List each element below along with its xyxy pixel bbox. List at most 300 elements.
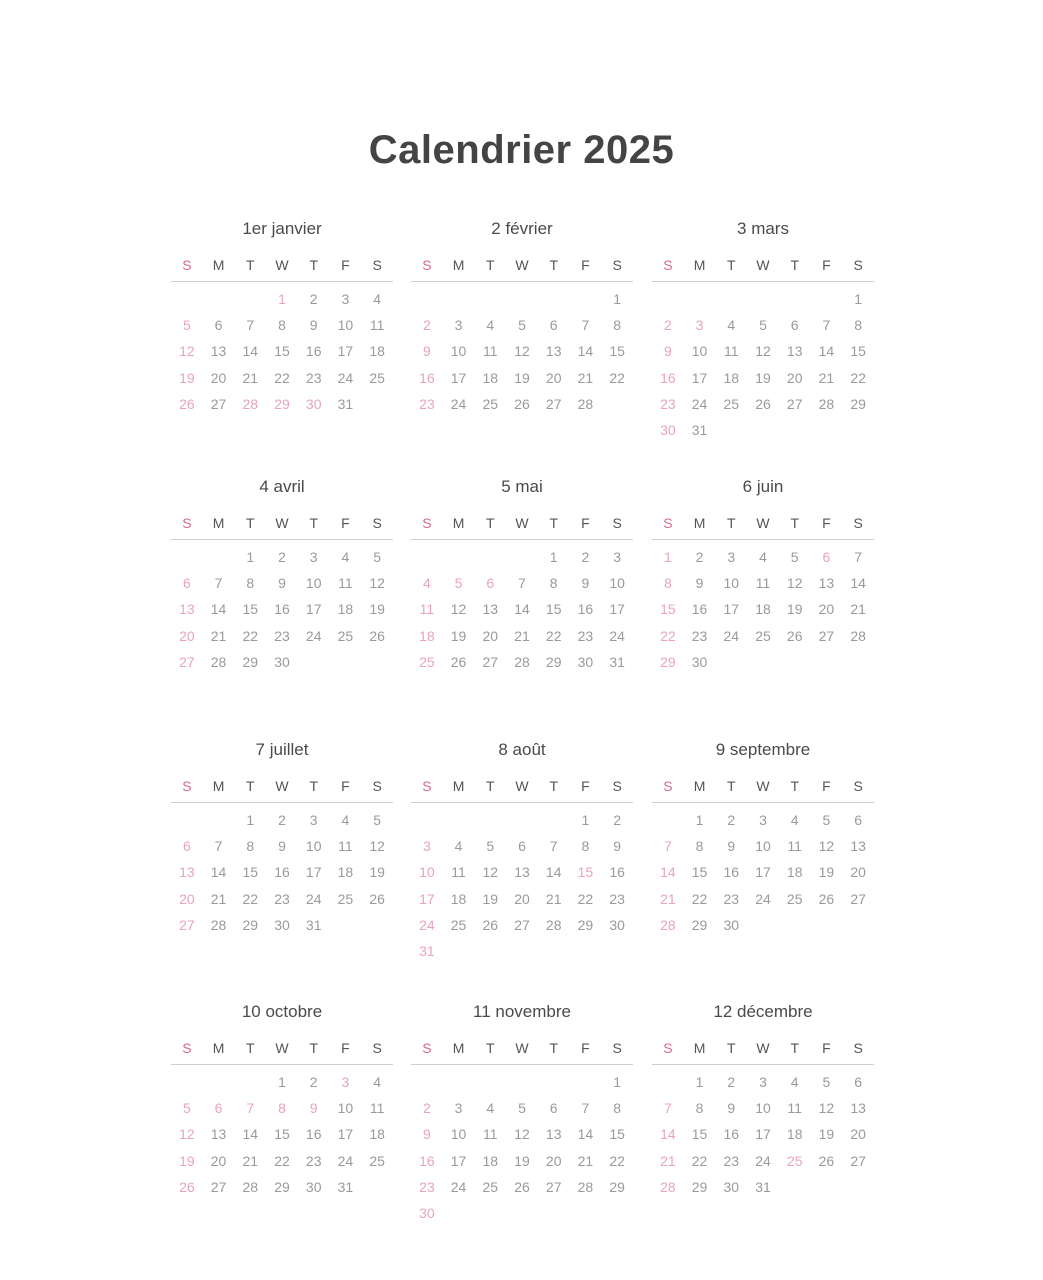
day-cell: 1	[246, 812, 255, 828]
weekday-label: S	[853, 515, 863, 531]
day-cell: 8	[246, 838, 255, 855]
day-cell: 26	[369, 627, 385, 644]
day-cell: 2	[422, 1100, 431, 1117]
day-cell: 18	[369, 343, 385, 360]
day-cell: 10	[609, 575, 625, 592]
day-cell: 8	[695, 838, 704, 855]
month-name: 4 avril	[259, 477, 305, 496]
day-cell: 5	[822, 812, 831, 828]
month-block	[652, 214, 874, 443]
day-cell: 6	[182, 575, 191, 592]
day-cell: 31	[337, 1178, 354, 1195]
day-empty	[171, 807, 203, 833]
day-cell: 4	[373, 1074, 382, 1090]
day-cell: 18	[723, 369, 740, 386]
day-cell: 8	[613, 317, 622, 334]
day-cell: 22	[850, 369, 866, 386]
weekday-label: S	[422, 778, 432, 794]
day-cell: 24	[450, 395, 467, 412]
day-cell: 20	[786, 369, 803, 386]
day-cell: 12	[179, 1126, 195, 1143]
day-cell: 25	[482, 395, 499, 412]
day-cell: 11	[724, 343, 739, 360]
day-cell: 26	[755, 395, 771, 412]
day-cell: 21	[210, 890, 227, 907]
weekday-label: T	[486, 257, 495, 273]
weekday-label: W	[515, 257, 529, 273]
day-cell: 3	[341, 291, 350, 307]
weekday-label: M	[212, 1040, 225, 1056]
day-cell: 12	[369, 575, 385, 592]
day-cell: 9	[422, 1126, 431, 1143]
day-cell: 13	[482, 601, 499, 618]
weekday-label: W	[515, 515, 529, 531]
day-empty	[506, 286, 538, 312]
day-cell: 17	[609, 601, 625, 618]
day-empty	[570, 286, 602, 312]
day-cell: 30	[274, 916, 290, 933]
day-empty	[506, 807, 538, 833]
day-cell: 2	[422, 317, 431, 334]
day-cell: 21	[514, 627, 530, 644]
day-cell: 1	[663, 549, 672, 565]
weekday-label: T	[486, 515, 495, 531]
day-cell: 5	[518, 317, 526, 334]
day-cell: 22	[691, 1152, 708, 1169]
day-cell: 30	[419, 1204, 435, 1221]
day-empty	[747, 286, 779, 312]
day-cell: 3	[309, 812, 318, 828]
day-cell: 26	[818, 1152, 835, 1169]
weekday-label: S	[372, 515, 382, 531]
day-cell: 27	[850, 890, 866, 907]
day-cell: 11	[419, 601, 435, 618]
day-cell: 18	[786, 864, 803, 881]
day-cell: 29	[242, 653, 259, 670]
day-cell: 5	[759, 317, 767, 334]
day-cell: 11	[338, 838, 353, 855]
weekday-label: S	[612, 778, 622, 794]
day-cell: 16	[723, 1126, 740, 1143]
day-cell: 12	[179, 343, 195, 360]
day-cell: 18	[419, 627, 435, 644]
day-cell: 10	[755, 838, 771, 855]
day-cell: 16	[305, 1126, 322, 1143]
day-cell: 21	[242, 1152, 259, 1169]
day-cell: 11	[338, 575, 353, 592]
day-cell: 22	[691, 890, 708, 907]
day-cell: 19	[450, 627, 467, 644]
day-cell: 31	[691, 421, 708, 438]
day-cell: 26	[369, 890, 385, 907]
day-empty	[652, 286, 684, 312]
day-cell: 1	[549, 549, 558, 565]
day-cell: 17	[450, 369, 467, 386]
day-cell: 13	[210, 343, 227, 360]
day-cell: 15	[242, 601, 259, 618]
month-block	[171, 472, 393, 675]
weekday-label: M	[212, 515, 225, 531]
day-cell: 3	[613, 549, 622, 565]
day-cell: 16	[609, 864, 625, 881]
day-cell: 7	[214, 575, 223, 592]
day-empty	[538, 807, 570, 833]
day-cell: 12	[755, 343, 771, 360]
day-cell: 29	[660, 653, 676, 670]
weekday-label: S	[422, 1040, 432, 1056]
day-empty	[538, 286, 570, 312]
day-cell: 2	[727, 812, 736, 828]
day-cell: 8	[246, 575, 255, 592]
day-cell: 4	[486, 1100, 495, 1117]
weekday-label: W	[756, 257, 770, 273]
weekday-label: T	[309, 257, 319, 273]
day-cell: 15	[660, 601, 676, 618]
day-cell: 12	[818, 838, 835, 855]
weekday-header	[171, 1038, 393, 1065]
day-cell: 15	[691, 864, 708, 881]
day-cell: 17	[305, 601, 322, 618]
day-cell: 10	[723, 575, 740, 592]
weekday-header	[411, 255, 633, 282]
day-cell: 29	[274, 1178, 290, 1195]
day-cell: 10	[337, 317, 354, 334]
weekday-label: M	[693, 778, 706, 794]
weekday-label: F	[822, 1040, 831, 1056]
day-empty	[171, 1069, 203, 1095]
day-cell: 8	[613, 1100, 622, 1117]
day-cell: 6	[518, 838, 526, 855]
day-cell: 3	[454, 317, 463, 334]
weekday-label: M	[212, 257, 225, 273]
day-cell: 25	[419, 653, 435, 670]
day-cell: 1	[278, 1074, 286, 1090]
day-cell: 3	[341, 1074, 350, 1090]
day-cell: 2	[581, 549, 590, 565]
day-cell: 3	[727, 549, 736, 565]
day-cell: 22	[274, 369, 290, 386]
day-cell: 29	[691, 1178, 708, 1195]
day-cell: 4	[422, 575, 431, 592]
month-block	[411, 214, 633, 417]
month-block	[411, 735, 633, 964]
day-cell: 7	[663, 1100, 672, 1117]
day-empty	[443, 544, 475, 570]
day-cell: 25	[723, 395, 740, 412]
day-cell: 13	[850, 838, 866, 855]
weekday-label: S	[372, 778, 382, 794]
day-cell: 11	[483, 1126, 498, 1143]
weekday-label: S	[663, 257, 673, 273]
month-block	[652, 997, 874, 1200]
day-cell: 26	[818, 890, 835, 907]
day-cell: 7	[214, 838, 223, 855]
day-empty	[443, 807, 475, 833]
weekday-label: T	[309, 515, 319, 531]
day-cell: 2	[727, 1074, 736, 1090]
day-cell: 20	[850, 864, 866, 881]
weekday-label: T	[790, 515, 800, 531]
day-cell: 9	[695, 575, 704, 592]
weekday-label: T	[246, 1040, 255, 1056]
day-cell: 23	[305, 369, 322, 386]
day-cell: 14	[514, 601, 530, 618]
day-cell: 11	[369, 1100, 385, 1117]
weekday-header	[652, 513, 874, 540]
day-cell: 23	[274, 627, 290, 644]
weekday-label: S	[372, 257, 382, 273]
weekday-label: T	[549, 1040, 559, 1056]
day-cell: 3	[759, 1074, 767, 1090]
weekday-label: F	[341, 257, 350, 273]
day-cell: 28	[660, 1178, 676, 1195]
day-cell: 27	[210, 395, 227, 412]
day-empty	[715, 286, 747, 312]
day-cell: 26	[482, 916, 499, 933]
day-cell: 20	[545, 1152, 562, 1169]
day-cell: 20	[210, 1152, 227, 1169]
day-cell: 1	[613, 1074, 622, 1090]
day-cell: 13	[545, 343, 562, 360]
day-cell: 9	[727, 1100, 736, 1117]
day-empty	[203, 286, 235, 312]
page-title: Calendrier 2025	[368, 128, 675, 172]
day-cell: 28	[577, 1178, 594, 1195]
month-block	[652, 472, 874, 675]
weekday-label: T	[549, 257, 559, 273]
weekday-label: F	[581, 515, 590, 531]
day-cell: 5	[182, 317, 191, 334]
day-cell: 30	[723, 1178, 740, 1195]
day-cell: 27	[850, 1152, 866, 1169]
day-empty	[171, 286, 203, 312]
day-cell: 14	[818, 343, 835, 360]
day-cell: 11	[451, 864, 466, 881]
day-cell: 19	[514, 369, 530, 386]
weekday-header	[171, 255, 393, 282]
weekday-label: W	[515, 1040, 529, 1056]
day-empty	[443, 286, 475, 312]
day-cell: 8	[854, 317, 863, 334]
day-cell: 26	[786, 627, 803, 644]
day-cell: 26	[514, 1178, 530, 1195]
day-cell: 16	[419, 369, 435, 386]
day-cell: 27	[179, 653, 195, 670]
day-cell: 18	[337, 601, 354, 618]
day-cell: 24	[755, 890, 771, 907]
weekday-label: M	[452, 778, 465, 794]
day-cell: 16	[723, 864, 740, 881]
weekday-label: M	[452, 515, 465, 531]
day-cell: 21	[210, 627, 227, 644]
day-cell: 29	[850, 395, 866, 412]
weekday-label: T	[486, 1040, 495, 1056]
weekday-label: F	[341, 1040, 350, 1056]
day-cell: 9	[309, 1100, 318, 1117]
day-cell: 25	[337, 890, 354, 907]
day-cell: 7	[822, 317, 831, 334]
day-empty	[652, 807, 684, 833]
day-cell: 25	[337, 627, 354, 644]
weekday-label: T	[246, 778, 255, 794]
day-cell: 28	[514, 653, 530, 670]
day-cell: 9	[663, 343, 672, 360]
day-cell: 11	[787, 1100, 802, 1117]
day-cell: 29	[577, 916, 594, 933]
day-cell: 19	[369, 864, 385, 881]
month-block	[171, 997, 393, 1200]
day-empty	[411, 544, 443, 570]
day-cell: 27	[179, 916, 195, 933]
day-cell: 23	[660, 395, 676, 412]
day-cell: 17	[305, 864, 322, 881]
day-cell: 23	[419, 1178, 435, 1195]
day-cell: 21	[242, 369, 259, 386]
day-cell: 4	[790, 1074, 799, 1090]
day-cell: 12	[482, 864, 499, 881]
weekday-label: S	[853, 257, 863, 273]
day-cell: 10	[691, 343, 708, 360]
day-cell: 25	[482, 1178, 499, 1195]
day-cell: 4	[373, 291, 382, 307]
day-cell: 24	[337, 1152, 354, 1169]
day-cell: 21	[577, 1152, 594, 1169]
weekday-label: F	[581, 778, 590, 794]
day-cell: 2	[278, 812, 286, 828]
weekday-label: S	[182, 1040, 192, 1056]
day-empty	[234, 286, 266, 312]
month-block	[411, 997, 633, 1226]
weekday-label: S	[182, 515, 192, 531]
day-cell: 10	[450, 1126, 467, 1143]
day-cell: 28	[210, 653, 227, 670]
weekday-label: F	[581, 1040, 590, 1056]
day-cell: 21	[818, 369, 835, 386]
day-cell: 30	[305, 395, 322, 412]
weekday-label: T	[309, 778, 319, 794]
day-cell: 13	[850, 1100, 866, 1117]
day-cell: 17	[419, 890, 435, 907]
month-block	[171, 214, 393, 417]
day-empty	[779, 286, 811, 312]
weekday-label: F	[341, 515, 350, 531]
weekday-label: T	[246, 257, 255, 273]
day-cell: 27	[818, 627, 835, 644]
day-cell: 31	[609, 653, 625, 670]
day-cell: 15	[609, 1126, 625, 1143]
day-cell: 20	[482, 627, 499, 644]
day-cell: 22	[660, 627, 676, 644]
day-cell: 20	[818, 601, 835, 618]
day-cell: 27	[210, 1178, 227, 1195]
day-cell: 5	[373, 549, 382, 565]
day-cell: 22	[545, 627, 562, 644]
day-cell: 3	[454, 1100, 463, 1117]
weekday-label: S	[182, 257, 192, 273]
day-cell: 7	[581, 317, 590, 334]
day-cell: 6	[854, 1074, 863, 1090]
day-grid	[171, 807, 393, 938]
weekday-label: T	[246, 515, 255, 531]
day-cell: 10	[450, 343, 467, 360]
day-cell: 19	[755, 369, 771, 386]
day-cell: 16	[691, 601, 708, 618]
day-cell: 24	[305, 890, 322, 907]
day-cell: 6	[214, 317, 223, 334]
day-cell: 29	[691, 916, 708, 933]
weekday-header	[171, 776, 393, 803]
day-cell: 24	[305, 627, 322, 644]
day-cell: 4	[759, 549, 767, 565]
day-cell: 6	[214, 1100, 223, 1117]
weekday-label: W	[275, 1040, 289, 1056]
day-cell: 4	[486, 317, 495, 334]
day-cell: 28	[242, 1178, 259, 1195]
day-cell: 19	[482, 890, 499, 907]
day-cell: 8	[549, 575, 558, 592]
day-cell: 30	[577, 653, 594, 670]
day-cell: 14	[242, 1126, 259, 1143]
day-cell: 19	[179, 1152, 195, 1169]
day-cell: 4	[341, 549, 350, 565]
day-grid	[171, 1069, 393, 1200]
day-cell: 9	[581, 575, 590, 592]
day-cell: 21	[660, 1152, 676, 1169]
day-grid	[411, 1069, 633, 1226]
day-empty	[570, 1069, 602, 1095]
day-cell: 23	[274, 890, 290, 907]
weekday-header	[652, 255, 874, 282]
day-cell: 9	[278, 575, 286, 592]
day-empty	[474, 1069, 506, 1095]
day-cell: 22	[609, 1152, 625, 1169]
weekday-label: F	[822, 257, 831, 273]
day-cell: 1	[854, 291, 863, 307]
day-cell: 23	[305, 1152, 322, 1169]
day-cell: 23	[691, 627, 708, 644]
weekday-header	[652, 776, 874, 803]
weekday-label: T	[309, 1040, 319, 1056]
weekday-label: S	[182, 778, 192, 794]
day-cell: 18	[482, 369, 499, 386]
month-block	[171, 735, 393, 938]
day-cell: 21	[850, 601, 866, 618]
weekday-label: S	[853, 1040, 863, 1056]
day-cell: 13	[818, 575, 835, 592]
day-cell: 9	[727, 838, 736, 855]
day-cell: 14	[577, 343, 594, 360]
day-cell: 28	[818, 395, 835, 412]
day-cell: 6	[182, 838, 191, 855]
day-cell: 8	[663, 575, 672, 592]
weekday-label: F	[822, 515, 831, 531]
day-cell: 7	[581, 1100, 590, 1117]
weekday-label: M	[693, 257, 706, 273]
day-cell: 16	[577, 601, 594, 618]
day-cell: 11	[755, 575, 771, 592]
weekday-label: T	[549, 515, 559, 531]
weekday-header	[411, 513, 633, 540]
day-cell: 10	[305, 838, 322, 855]
day-empty	[171, 544, 203, 570]
day-empty	[234, 1069, 266, 1095]
weekday-label: W	[756, 778, 770, 794]
day-cell: 8	[581, 838, 590, 855]
day-cell: 1	[246, 549, 255, 565]
day-cell: 13	[786, 343, 803, 360]
day-cell: 9	[309, 317, 318, 334]
day-cell: 17	[691, 369, 708, 386]
